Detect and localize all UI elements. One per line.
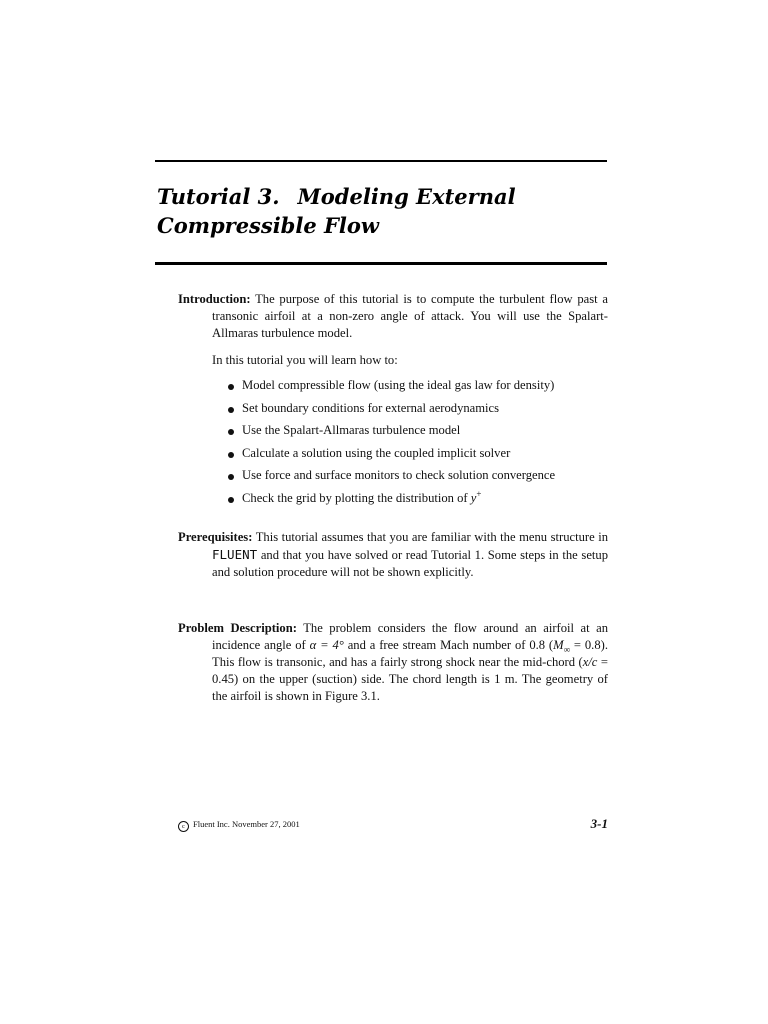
problem-description-heading: Problem Description: [178,621,297,635]
top-rule [155,160,607,162]
introduction-section [178,291,608,513]
page-number: 3-1 [590,816,608,831]
chapter-number: Tutorial 3. [157,184,280,209]
bullet-icon [228,407,234,413]
copyright-icon: c [178,821,189,832]
problem-description-paragraph: Problem Description: The problem considers the flow around an airfoil at an incidence angle of α = 4° and a free stream Mach number of 0.8 $(M_\infty = 0.8)$. This flow is transonic, and has a fairly strong shock near the mid-chord (x/c = 0.45) on the upper (suction) side. The chord length is 1 m. The geometry of the airfoil is shown in Figure 3.1. [178,621,608,703]
copyright-notice: c Fluent Inc. November 27, 2001 [178,819,300,832]
prerequisites-paragraph: Prerequisites: This tutorial assumes that you are familiar with the menu structure in FLUENT and that you have solved or read Tutorial 1. Some steps in the setup and solution procedure will not be shown explicitly. [178,530,608,579]
angle-of-attack: α = 4° [309,638,344,652]
list-item: Use force and surface monitors to check solution convergence [226,467,608,484]
list-item: Use the Spalart-Allmaras turbulence model [226,422,608,439]
bullet-icon [228,497,234,503]
software-name: FLUENT [212,547,258,562]
list-item: Check the grid by plotting the distribution of y+ [226,490,608,507]
introduction-text: The purpose of this tutorial is to compute the turbulent flow past a transonic airfoil at a non-zero angle of attack. You will use the Spalart-Allmaras turbulence model. [212,292,608,340]
list-item: Set boundary conditions for external aerodynamics [226,400,608,417]
list-item: Model compressible flow (using the ideal gas law for density) [226,377,608,394]
bullet-icon [228,452,234,458]
y-plus-superscript: + [476,488,482,499]
bullet-icon [228,429,234,435]
bullet-icon [228,384,234,390]
learning-objectives-list [178,377,608,507]
y-plus-variable: y [470,490,477,505]
chapter-title [157,182,607,240]
problem-description-section [178,620,608,705]
bottom-rule [155,262,607,265]
bullet-icon [228,474,234,480]
introduction-heading: Introduction: [178,292,251,306]
prerequisites-section [178,529,608,581]
prerequisites-heading: Prerequisites: [178,530,253,544]
introduction-lead: In this tutorial you will learn how to: [212,353,398,367]
title-line-2: Compressible Flow [157,213,379,238]
introduction-paragraph [178,291,608,342]
page-footer [178,816,608,836]
list-item: Calculate a solution using the coupled implicit solver [226,445,608,462]
title-line-1: Modeling External [297,184,516,209]
